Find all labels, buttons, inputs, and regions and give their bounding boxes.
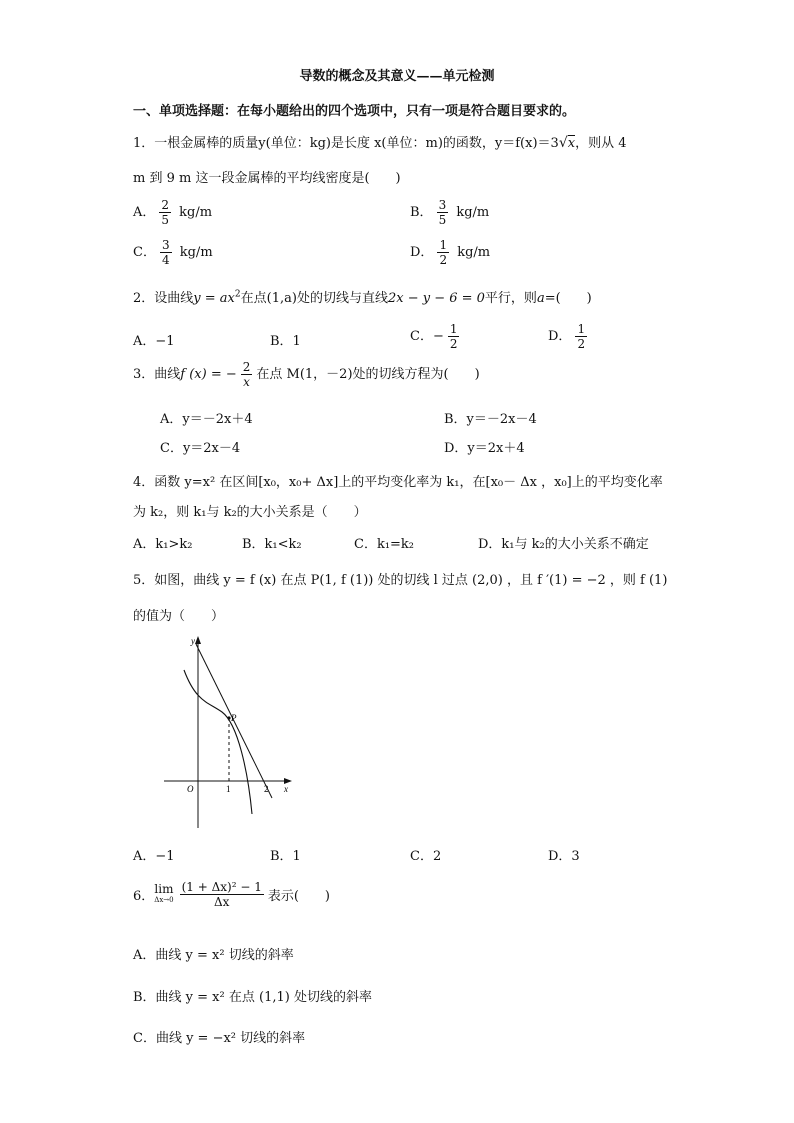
q4-option-a[interactable]: A．k₁>k₂ [133,537,193,552]
q2-point: (1,a) [266,291,297,306]
numerator: (1 + Δx)² − 1 [181,880,262,894]
q2-text-a: 2．设曲线 [133,291,194,306]
option-label: A． [133,205,156,220]
numerator: 1 [577,322,586,336]
fraction [575,322,587,351]
q2-option-a[interactable]: A．−1 [133,334,175,349]
unit: kg/m [179,245,213,260]
q5-option-b[interactable]: B．1 [270,849,301,864]
denominator: 5 [161,213,170,227]
q6-option-a[interactable]: A．曲线 y = x² 切线的斜率 [133,948,294,963]
q3-option-b[interactable]: B．y＝－2x－4 [444,412,537,427]
unit: kg/m [456,205,490,220]
question-6 [133,880,330,909]
denominator: x [243,375,250,389]
denominator: 2 [577,337,586,351]
numerator: 2 [161,198,170,212]
question-4-line1: 4．函数 y=x² 在区间[x₀，x₀+ Δx]上的平均变化率为 k₁，在[x₀－ Δx ，x₀]上的平均变化率 [133,475,663,490]
unit: kg/m [179,205,213,220]
numerator: 1 [449,322,458,336]
q2-option-d[interactable] [548,322,591,351]
q5-option-a[interactable]: A．−1 [133,849,175,864]
q1-sqrt-arg: x [567,136,576,151]
question-2 [133,287,592,306]
fraction [159,198,171,227]
q1-text-c: ，则从 4 [575,136,627,151]
q4-option-c[interactable]: C．k₁=k₂ [354,537,415,552]
question-1-line1 [133,132,626,151]
sqrt-symbol: √ [558,135,568,151]
limit-operator [154,881,174,906]
denominator: 5 [438,213,447,227]
q3-text-c: 在点 M(1，－2)处的切线方程为( ) [256,367,480,382]
q5-option-d[interactable]: D．3 [548,849,580,864]
unit: kg/m [457,245,491,260]
q1-text-b: y(单位：kg)是长度 x(单位：m)的函数，y＝f(x)＝3 [258,136,559,151]
x-axis-label: x [284,784,288,794]
fraction [241,360,253,389]
point-p-label: P [231,713,237,723]
numerator: 1 [439,238,448,252]
option-label: D． [410,245,434,260]
option-label: B． [410,205,433,220]
option-label: C．− [410,329,444,344]
q5-option-c[interactable]: C．2 [410,849,442,864]
q3-text-a: 3．曲线 [133,367,181,382]
page-title: 导数的概念及其意义——单元检测 [299,69,495,84]
numerator: 3 [161,238,170,252]
q2-text-c: 在点 [240,291,267,306]
q1-option-c[interactable] [133,238,213,267]
q2-curve: y = ax [193,291,235,306]
origin-label: O [187,784,194,794]
option-label: D． [548,329,572,344]
q1-option-d[interactable] [410,238,490,267]
q5-figure [160,632,300,832]
q2-option-b[interactable]: B．1 [270,334,301,349]
denominator: 2 [449,337,458,351]
q2-line-eq: 2x − y − 6 = 0 [387,291,485,306]
q3-option-c[interactable]: C．y＝2x－4 [160,441,241,456]
q4-option-b[interactable]: B．k₁<k₂ [242,537,302,552]
q6-label: 6． [133,889,155,904]
question-1-line2: m 到 9 m 这一段金属棒的平均线密度是( ) [133,171,401,186]
question-4-line2: 为 k₂，则 k₁与 k₂的大小关系是（ ） [133,505,367,520]
question-3 [133,360,480,389]
q6-option-b[interactable]: B．曲线 y = x² 在点 (1,1) 处切线的斜率 [133,990,372,1005]
lim-text: lim [154,881,174,896]
q4-option-d[interactable]: D．k₁与 k₂的大小关系不确定 [478,537,649,552]
option-label: C． [133,245,156,260]
numerator: 2 [242,360,251,374]
denominator: Δx [214,895,230,909]
y-axis-arrow [195,636,201,644]
q1-text-a: 1．一根金属棒的质量 [133,136,259,151]
q2-text-e: 处的切线与直线 [296,291,388,306]
q3-function: f (x) = − [180,367,237,382]
section-heading: 一、单项选择题：在每小题给出的四个选项中，只有一项是符合题目要求的。 [133,104,576,119]
fraction [437,238,449,267]
q1-option-b[interactable] [410,198,489,227]
q3-option-a[interactable]: A．y＝－2x＋4 [160,412,253,427]
q1-option-a[interactable] [133,198,212,227]
q2-var-a: a [536,291,545,306]
denominator: 2 [439,253,448,267]
q2-option-c[interactable] [410,322,463,351]
q2-text-g: 平行，则 [484,291,537,306]
numerator: 3 [438,198,447,212]
curve [184,670,252,814]
fraction [180,880,264,909]
tick-label-2: 2 [264,784,269,794]
fraction [160,238,172,267]
question-5-line1: 5．如图，曲线 y = f (x) 在点 P(1, f (1)) 处的切线 l 过点 (2,0) ，且 f ′(1) = −2 ，则 f (1) [133,573,668,588]
q6-option-c[interactable]: C．曲线 y = −x² 切线的斜率 [133,1031,306,1046]
q2-text-i: =( ) [544,291,592,306]
q6-tail: 表示( ) [267,889,331,904]
q3-option-d[interactable]: D．y＝2x＋4 [444,441,525,456]
denominator: 4 [161,253,170,267]
fraction [448,322,460,351]
lim-subscript: Δx→0 [154,895,174,904]
q2-exponent: 2 [234,289,241,300]
fraction [437,198,449,227]
tick-label-1: 1 [226,784,231,794]
y-axis-label: y [191,636,195,646]
question-5-line2: 的值为（ ） [133,609,225,624]
